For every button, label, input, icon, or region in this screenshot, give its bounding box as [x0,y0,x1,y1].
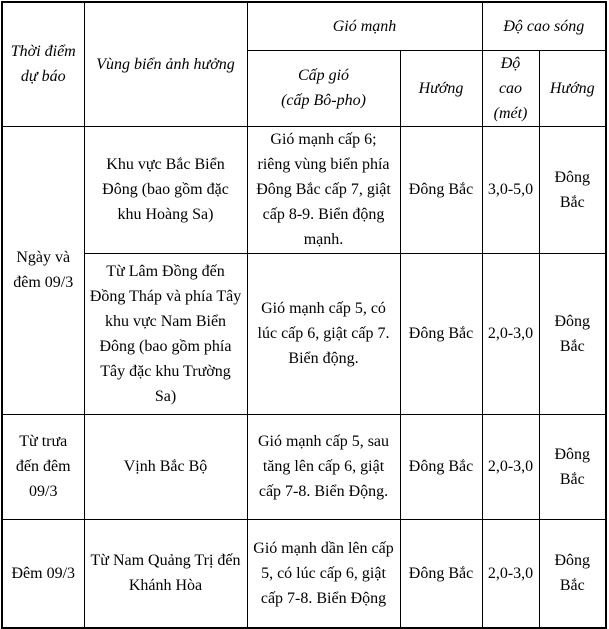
header-wave-height-group: Độ cao sóng [482,2,606,50]
table-row [2,253,606,414]
header-group-row [2,2,606,50]
time-cell: Ngày và đêm 09/3 [2,126,84,414]
area-cell: Vịnh Bắc Bộ [84,414,247,519]
wave-height-cell: 3,0-5,0 [482,126,539,253]
wind-dir-cell: Đông Bắc [400,126,482,253]
wave-dir-cell: Đông Bắc [539,253,606,414]
header-wave-direction: Hướng [539,50,606,126]
table-row [2,519,606,628]
wind-desc-cell: Gió mạnh dần lên cấp 5, có lúc cấp 6, giật cấp 7-8. Biển Động [247,519,400,628]
wave-height-cell: 2,0-3,0 [482,253,539,414]
area-cell: Từ Lâm Đồng đến Đồng Tháp và phía Tây khu vực Nam Biển Đông (bao gồm phía Tây đặc khu Trường Sa) [84,253,247,414]
header-affected-area: Vùng biển ảnh hưởng [84,2,247,126]
wave-dir-cell: Đông Bắc [539,519,606,628]
header-wave-height-line2: (mét) [493,104,528,122]
wind-desc-cell: Gió mạnh cấp 5, sau tăng lên cấp 6, giật cấp 7-8. Biển Động. [247,414,400,519]
header-wind-direction: Hướng [400,50,482,126]
wind-dir-cell: Đông Bắc [400,414,482,519]
wind-desc-cell: Gió mạnh cấp 5, có lúc cấp 6, giật cấp 7. Biển động. [247,253,400,414]
wind-dir-cell: Đông Bắc [400,519,482,628]
wind-dir-cell: Đông Bắc [400,253,482,414]
wave-height-cell: 2,0-3,0 [482,519,539,628]
area-cell: Từ Nam Quảng Trị đến Khánh Hòa [84,519,247,628]
header-wave-height [482,50,539,126]
table-row [2,414,606,519]
wave-height-cell: 2,0-3,0 [482,414,539,519]
wave-dir-cell: Đông Bắc [539,414,606,519]
wind-desc-cell: Gió mạnh cấp 6; riêng vùng biển phía Đông Bắc cấp 7, giật cấp 8-9. Biển động mạnh. [247,126,400,253]
header-forecast-time: Thời điểm dự báo [2,2,84,126]
wave-dir-cell: Đông Bắc [539,126,606,253]
header-wave-height-line1: Độ cao [498,54,523,97]
header-wind-level-line2: (cấp Bô-pho) [281,92,366,109]
marine-forecast-table [1,1,607,629]
header-wind-level-line1: Cấp gió [297,67,350,84]
time-cell: Đêm 09/3 [2,519,84,628]
table-row [2,126,606,253]
time-cell: Từ trưa đến đêm 09/3 [2,414,84,519]
header-wind-level [247,50,400,126]
header-strong-wind-group: Gió mạnh [247,2,482,50]
area-cell: Khu vực Bắc Biển Đông (bao gồm đặc khu Hoàng Sa) [84,126,247,253]
